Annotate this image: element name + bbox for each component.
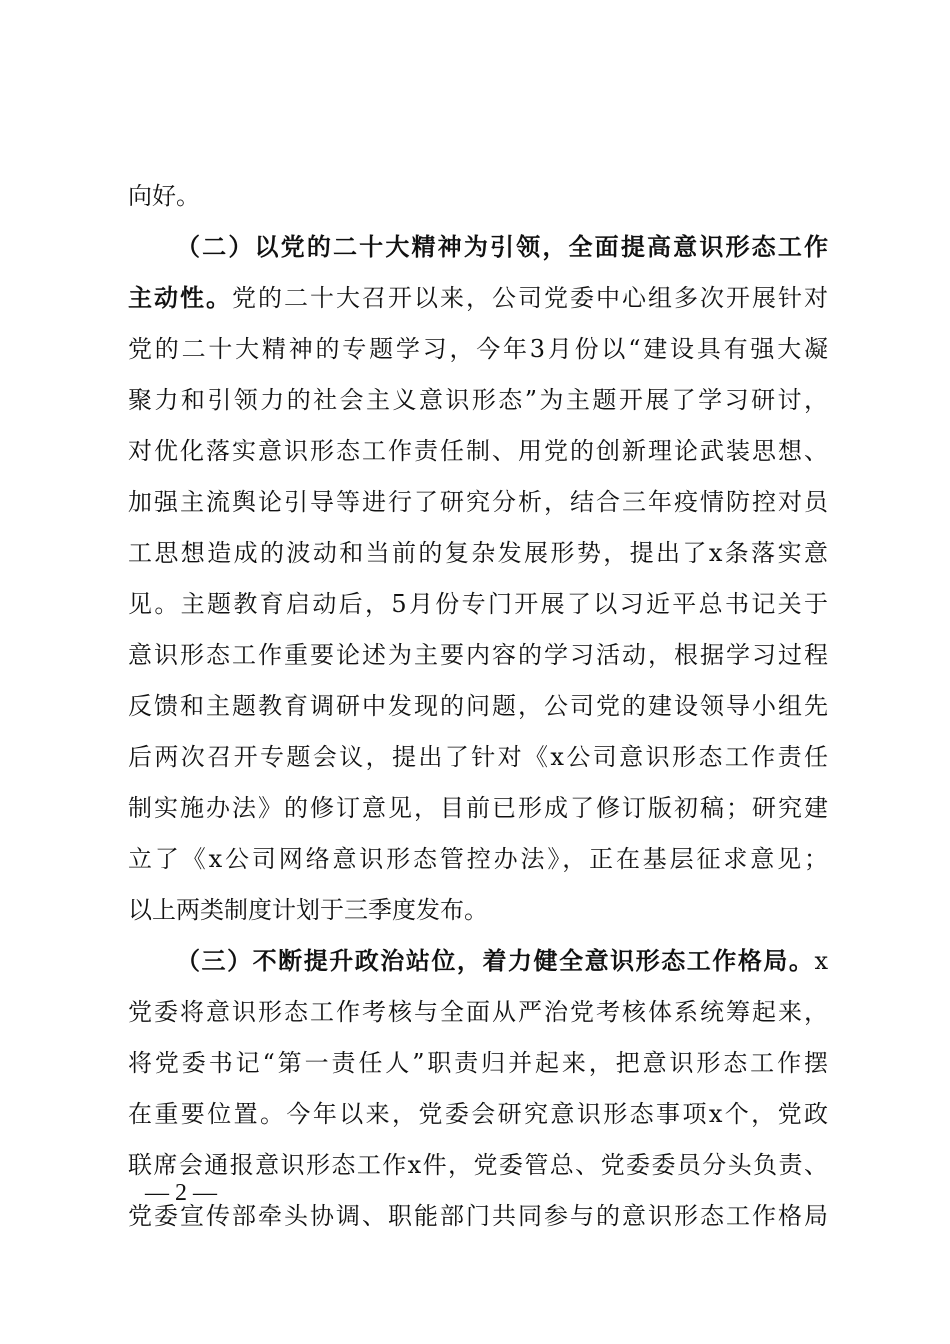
section-heading-2: （二）以党的二十大精神为引领，全面提高意识形态工作 [176, 232, 828, 261]
text-line-17: 党委将意识形态工作考核与全面从严治党考核体系统筹起来， [128, 998, 828, 1026]
text-line-18: 将党委书记“第一责任人”职责归并起来，把意识形态工作摆 [128, 1049, 828, 1077]
text-line-14: 立了《x公司网络意识形态管控办法》，正在基层征求意见； [128, 845, 828, 873]
text-line-12: 后两次召开专题会议，提出了针对《x公司意识形态工作责任 [128, 743, 828, 771]
page-number: — 2 — [145, 1180, 217, 1206]
section-heading-2-continuation: 主动性。 [128, 283, 232, 312]
section-heading-3-rest: x [814, 947, 828, 975]
text-line-7: 加强主流舆论引导等进行了研究分析，结合三年疫情防控对员 [128, 488, 828, 516]
section-heading-3 [176, 941, 828, 981]
text-line-20: 联席会通报意识形态工作x件，党委管总、党委委员分头负责、 [128, 1151, 828, 1179]
text-line-5: 聚力和引领力的社会主义意识形态”为主题开展了学习研讨， [128, 386, 828, 414]
text-line-15: 以上两类制度计划于三季度发布。 [128, 896, 488, 924]
text-line-3-rest: 党的二十大召开以来，公司党委中心组多次开展针对 [232, 284, 828, 312]
text-line-1: 向好。 [128, 182, 200, 210]
text-line-21: 党委宣传部牵头协调、职能部门共同参与的意识形态工作格局 [128, 1202, 828, 1230]
section-heading-3-title: （三）不断提升政治站位，着力健全意识形态工作格局。 [176, 946, 815, 975]
text-line-19: 在重要位置。今年以来，党委会研究意识形态事项x个，党政 [128, 1100, 828, 1128]
text-line-8: 工思想造成的波动和当前的复杂发展形势，提出了x条落实意 [128, 539, 828, 567]
text-line-13: 制实施办法》的修订意见，目前已形成了修订版初稿；研究建 [128, 794, 828, 822]
text-line-10: 意识形态工作重要论述为主要内容的学习活动，根据学习过程 [128, 641, 828, 669]
text-line-3 [128, 278, 828, 318]
text-line-3-content [128, 284, 828, 312]
text-line-11: 反馈和主题教育调研中发现的问题，公司党的建设领导小组先 [128, 692, 828, 720]
text-line-9: 见。主题教育启动后，5月份专门开展了以习近平总书记关于 [128, 590, 828, 618]
text-line-4: 党的二十大精神的专题学习，今年3月份以“建设具有强大凝 [128, 335, 828, 363]
text-line-6: 对优化落实意识形态工作责任制、用党的创新理论武装思想、 [128, 437, 828, 465]
